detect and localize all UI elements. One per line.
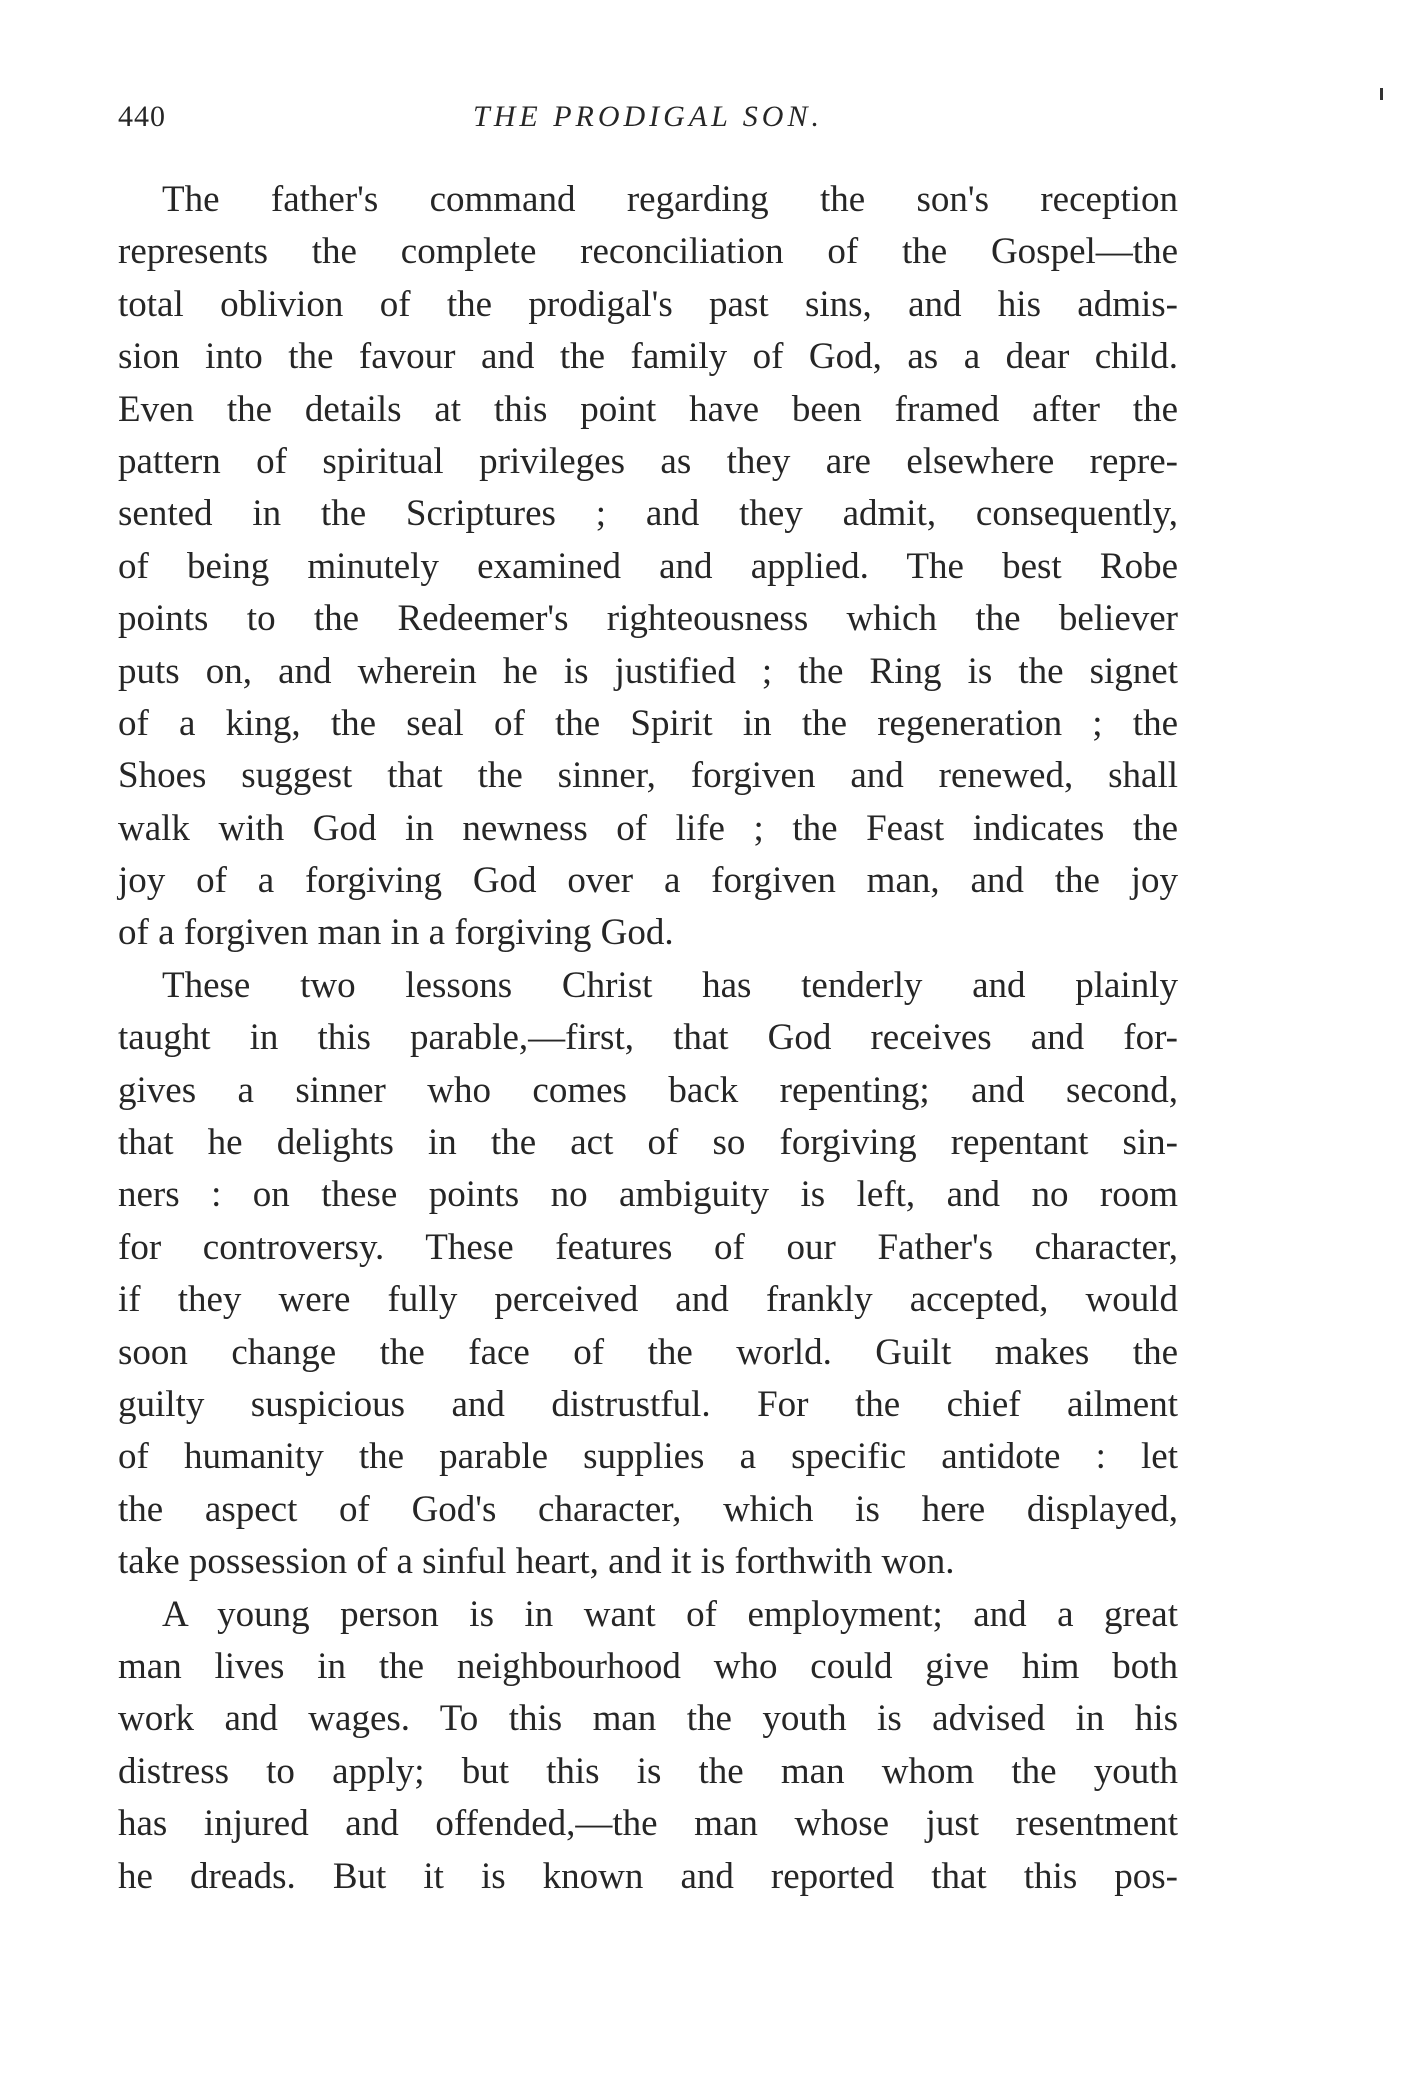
text-line: Shoes suggest that the sinner, forgiven and renewed, shall <box>118 755 1178 797</box>
text-line: he dreads. But it is known and reported that this pos- <box>118 1855 1178 1897</box>
text-line: that he delights in the act of so forgiving repentant sin- <box>118 1122 1178 1164</box>
text-line: A young person is in want of employment; and a great <box>162 1593 1178 1635</box>
text-line: represents the complete reconciliation of the Gospel—the <box>118 231 1178 273</box>
text-line: sented in the Scriptures ; and they admit, consequently, <box>118 493 1178 535</box>
text-line: These two lessons Christ has tenderly and plainly <box>162 964 1178 1006</box>
text-line: gives a sinner who comes back repenting; and second, <box>118 1069 1178 1111</box>
text-line: guilty suspicious and distrustful. For the chief ailment <box>118 1383 1178 1425</box>
text-line: pattern of spiritual privileges as they are elsewhere repre- <box>118 440 1178 482</box>
text-line: work and wages. To this man the youth is advised in his <box>118 1698 1178 1740</box>
text-line: ners : on these points no ambiguity is left, and no room <box>118 1174 1178 1216</box>
text-line: of a king, the seal of the Spirit in the regeneration ; the <box>118 702 1178 744</box>
text-line: points to the Redeemer's righteousness which the believer <box>118 598 1178 640</box>
text-line: the aspect of God's character, which is here displayed, <box>118 1488 1178 1530</box>
page-header <box>118 100 1178 144</box>
text-line: has injured and offended,—the man whose just resentment <box>118 1803 1178 1845</box>
text-line: if they were fully perceived and frankly accepted, would <box>118 1279 1178 1321</box>
page-speck <box>1380 88 1383 100</box>
text-line: for controversy. These features of our Father's character, <box>118 1226 1178 1268</box>
text-line: of humanity the parable supplies a specific antidote : let <box>118 1436 1178 1478</box>
text-line: of being minutely examined and applied. The best Robe <box>118 545 1178 587</box>
page-number: 440 <box>118 100 166 133</box>
text-line: Even the details at this point have been framed after the <box>118 388 1178 430</box>
running-title: THE PRODIGAL SON. <box>473 100 823 133</box>
text-line: taught in this parable,—first, that God receives and for- <box>118 1017 1178 1059</box>
body-text <box>118 174 1178 1903</box>
text-line: The father's command regarding the son's reception <box>162 179 1178 220</box>
text-line: walk with God in newness of life ; the Feast indicates the <box>118 807 1178 849</box>
text-line: total oblivion of the prodigal's past sins, and his admis- <box>118 283 1178 325</box>
text-line: sion into the favour and the family of God, as a dear child. <box>118 336 1178 378</box>
text-line: puts on, and wherein he is justified ; the Ring is the signet <box>118 650 1178 692</box>
text-line: soon change the face of the world. Guilt makes the <box>118 1331 1178 1373</box>
text-line: distress to apply; but this is the man whom the youth <box>118 1750 1178 1792</box>
text-line: man lives in the neighbourhood who could give him both <box>118 1645 1178 1687</box>
text-line: of a forgiven man in a forgiving God. <box>118 912 674 954</box>
text-line: take possession of a sinful heart, and it is forthwith won. <box>118 1541 955 1583</box>
text-line: joy of a forgiving God over a forgiven man, and the joy <box>118 860 1178 902</box>
